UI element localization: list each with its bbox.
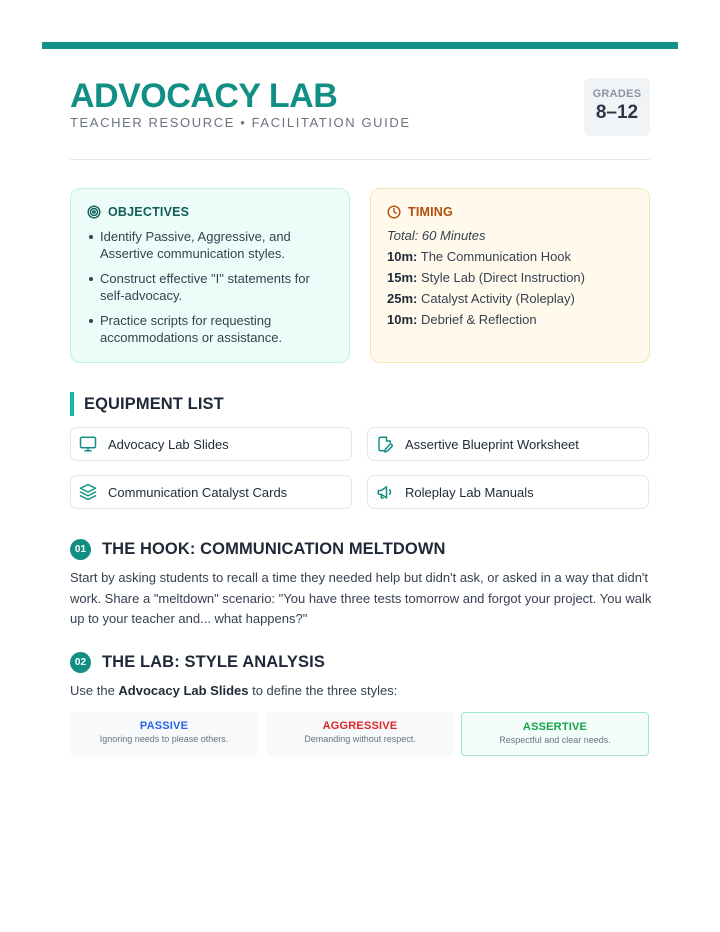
objective-item: Practice scripts for requesting accommodations or assistance. bbox=[87, 312, 333, 346]
objectives-heading-row bbox=[87, 205, 333, 219]
clock-icon bbox=[387, 205, 401, 219]
equipment-label: Communication Catalyst Cards bbox=[108, 484, 288, 500]
equipment-item-slides bbox=[70, 427, 352, 461]
style-name: AGGRESSIVE bbox=[322, 720, 398, 732]
hook-heading-row bbox=[70, 538, 446, 560]
lab-heading-row bbox=[70, 651, 325, 673]
timing-activity: Style Lab (Direct Instruction) bbox=[420, 270, 585, 285]
monitor-icon bbox=[79, 435, 97, 453]
timing-duration: 25m: bbox=[387, 291, 418, 306]
timing-activity: Debrief & Reflection bbox=[420, 312, 537, 327]
timing-row bbox=[387, 312, 633, 327]
grades-badge bbox=[584, 78, 650, 136]
section-number-badge: 02 bbox=[70, 652, 91, 673]
timing-duration: 15m: bbox=[387, 270, 418, 285]
lab-intro-text: Use the bbox=[70, 683, 119, 698]
target-icon bbox=[87, 205, 101, 219]
grades-label: GRADES bbox=[592, 88, 642, 100]
section-number-badge: 01 bbox=[70, 539, 91, 560]
page-subtitle: TEACHER RESOURCE • FACILITATION GUIDE bbox=[70, 115, 411, 130]
objectives-list bbox=[87, 228, 333, 346]
equipment-item-cards bbox=[70, 475, 352, 509]
objective-item: Construct effective "I" statements for self-advocacy. bbox=[87, 270, 333, 304]
timing-total: Total: 60 Minutes bbox=[387, 228, 486, 243]
lab-intro bbox=[70, 681, 655, 702]
equipment-item-manuals bbox=[367, 475, 649, 509]
timing-card bbox=[370, 188, 650, 363]
timing-activity: The Communication Hook bbox=[420, 249, 572, 264]
equipment-item-worksheet bbox=[367, 427, 649, 461]
style-description: Ignoring needs to please others. bbox=[99, 734, 229, 744]
style-name: PASSIVE bbox=[139, 720, 189, 732]
lab-intro-bold: Advocacy Lab Slides bbox=[118, 683, 249, 698]
style-name: ASSERTIVE bbox=[522, 721, 588, 733]
timing-row bbox=[387, 291, 633, 306]
equipment-label: Roleplay Lab Manuals bbox=[405, 484, 534, 500]
layers-icon bbox=[79, 483, 97, 501]
megaphone-icon bbox=[376, 483, 394, 501]
timing-duration: 10m: bbox=[387, 249, 418, 264]
edit-document-icon bbox=[376, 435, 394, 453]
timing-row bbox=[387, 270, 633, 285]
top-accent-bar bbox=[42, 42, 678, 49]
page-title: ADVOCACY LAB bbox=[70, 77, 338, 115]
hook-paragraph: Start by asking students to recall a time they needed help but didn't ask, or asked in a way that didn't work. Share a "meltdown" scenario: "You have three tests tomorrow and forgot your project. You walk up to your teacher and... what happens?" bbox=[70, 570, 652, 626]
style-card-passive bbox=[70, 712, 258, 756]
timing-row bbox=[387, 249, 633, 264]
lab-heading: THE LAB: STYLE ANALYSIS bbox=[102, 652, 325, 671]
style-description: Demanding without respect. bbox=[304, 734, 416, 744]
equipment-heading: EQUIPMENT LIST bbox=[70, 392, 224, 416]
style-card-assertive bbox=[461, 712, 649, 756]
equipment-label: Advocacy Lab Slides bbox=[108, 436, 229, 452]
timing-duration: 10m: bbox=[387, 312, 418, 327]
objective-item: Identify Passive, Aggressive, and Assertive communication styles. bbox=[87, 228, 333, 262]
grades-value: 8–12 bbox=[595, 102, 639, 123]
hook-heading: THE HOOK: COMMUNICATION MELTDOWN bbox=[102, 539, 446, 558]
objectives-card bbox=[70, 188, 350, 363]
style-description: Respectful and clear needs. bbox=[499, 735, 611, 745]
timing-activity: Catalyst Activity (Roleplay) bbox=[420, 291, 575, 306]
equipment-label: Assertive Blueprint Worksheet bbox=[405, 436, 579, 452]
page-header bbox=[70, 78, 650, 160]
style-card-aggressive bbox=[266, 712, 454, 756]
objectives-heading: OBJECTIVES bbox=[108, 205, 190, 219]
timing-heading-row bbox=[387, 205, 633, 219]
lab-intro-text: to define the three styles: bbox=[248, 683, 398, 698]
timing-heading: TIMING bbox=[408, 205, 453, 219]
